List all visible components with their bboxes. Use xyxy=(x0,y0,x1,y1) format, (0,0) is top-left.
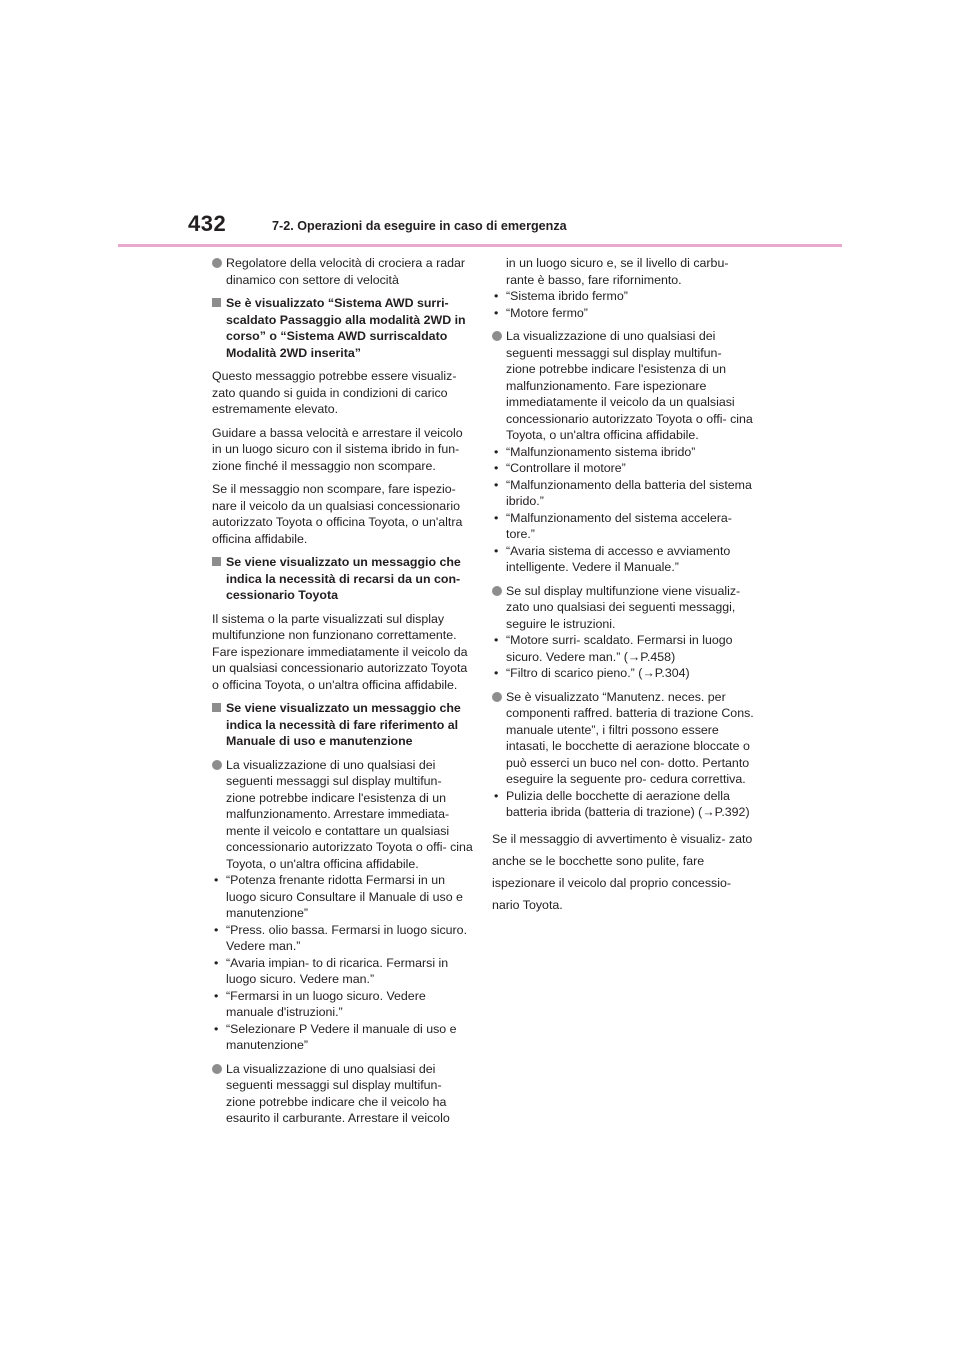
item-text: Se sul display multifunzione viene visualiz- zato uno qualsiasi dei seguenti messaggi, seguire le istruzioni. xyxy=(506,583,741,631)
item-text: “Malfunzionamento della batteria del sistema ibrido.” xyxy=(506,477,752,508)
list-item: • “Malfunzionamento sistema ibrido” xyxy=(494,444,696,459)
list-item xyxy=(212,757,474,873)
message-list xyxy=(492,788,754,821)
item-text: “Filtro di scarico pieno.” (→P.304) xyxy=(506,666,690,680)
list-item: • “Controllare il motore” xyxy=(494,461,626,475)
message-list xyxy=(492,288,754,321)
bullet-dot-icon xyxy=(212,258,222,268)
item-text: “Malfunzionamento sistema ibrido” xyxy=(506,444,696,459)
list-item xyxy=(212,1061,474,1127)
list-item: • “Fermarsi in un luogo sicuro. Vedere manuale d'istruzioni.” xyxy=(214,988,426,1019)
item-text: Se è visualizzato “Manutenz. neces. per componenti raffred. batteria di trazione Cons. manuale utente”, i filtri possono essere intasati, le bocchette di aerazione bloccate o può esserci un buco nel con- dotto. Pertanto eseguire la seguente pro- cedura correttiva. xyxy=(506,689,754,786)
message-list xyxy=(492,632,754,682)
section-heading xyxy=(212,295,474,361)
right-column xyxy=(492,255,754,916)
list-item: • “Potenza frenante ridotta Fermarsi in un luogo sicuro Consultare il Manuale di uso e manutenzione” xyxy=(214,873,463,920)
item-text: “Press. olio bassa. Fermarsi in luogo sicuro. Vedere man.” xyxy=(226,922,468,953)
bullet-dot-icon xyxy=(492,331,502,341)
bullet-square-icon xyxy=(212,703,221,712)
section-title: 7-2. Operazioni da eseguire in caso di emergenza xyxy=(272,219,567,233)
list-item: • “Selezionare P Vedere il manuale di uso e manutenzione” xyxy=(214,1021,457,1052)
item-text: La visualizzazione di uno qualsiasi dei seguenti messaggi sul display multifun- zione potrebbe indicare l'esistenza di un malfunzionamento. Arrestare immediata- mente il veicolo e contattare un qualsiasi concessionario autorizzato Toyota o offi- cina Toyota, o un'altra officina affidabile. xyxy=(226,757,473,871)
bullet-dot-icon xyxy=(492,692,502,702)
item-text: “Sistema ibrido fermo” xyxy=(506,289,628,303)
item-text: “Controllare il motore” xyxy=(506,461,626,475)
list-item: • “Malfunzionamento del sistema accelera- tore.” xyxy=(494,510,732,541)
list-item xyxy=(492,689,754,788)
list-item: • “Motore fermo” xyxy=(494,305,588,320)
paragraph: Il sistema o la parte visualizzati sul display multifunzione non funzionano correttamente. Fare ispezionare immediatamente il veicolo da un qualsiasi concessionario autorizzato Toyota o officina Toyota, o un'altra officina affidabile. xyxy=(212,611,468,692)
item-text: Pulizia delle bocchette di aerazione della batteria ibrida (batteria di trazione) (→P.392) xyxy=(506,788,750,819)
heading-text: Se viene visualizzato un messaggio che indica la necessità di fare riferimento al Manuale di uso e manutenzione xyxy=(226,701,461,748)
list-item xyxy=(212,255,474,288)
paragraph: Guidare a bassa velocità e arrestare il veicolo in un luogo sicuro con il sistema ibrido in fun- zione finché il messaggio non scompare. xyxy=(212,425,463,473)
item-text: “Avaria impian- to di ricarica. Fermarsi in luogo sicuro. Vedere man.” xyxy=(226,955,449,986)
paragraph: Se il messaggio di avvertimento è visualiz- zato anche se le bocchette sono pulite, fare ispezionare il veicolo dal proprio concessio- nario Toyota. xyxy=(492,831,753,912)
item-text: “Avaria sistema di accesso e avviamento intelligente. Vedere il Manuale.” xyxy=(506,543,731,574)
item-text: “Motore fermo” xyxy=(506,305,588,320)
left-column xyxy=(212,255,474,1127)
bullet-dot-icon xyxy=(212,1064,222,1074)
list-item: • Pulizia delle bocchette di aerazione della batteria ibrida (batteria di trazione) (→P.392) xyxy=(494,788,750,819)
heading-text: Se viene visualizzato un messaggio che indica la necessità di recarsi da un con- cessionario Toyota xyxy=(226,555,461,602)
item-text: La visualizzazione di uno qualsiasi dei seguenti messaggi sul display multifun- zione potrebbe indicare che il veicolo ha esaurito il carburante. Arrestare il veicolo xyxy=(226,1061,450,1125)
list-item: • “Sistema ibrido fermo” xyxy=(494,289,628,303)
header-rule xyxy=(118,244,842,247)
heading-text: Se è visualizzato “Sistema AWD surri- scaldato Passaggio alla modalità 2WD in corso” o “Sistema AWD surriscaldato Modalità 2WD inserita” xyxy=(226,296,466,360)
bullet-square-icon xyxy=(212,557,221,566)
list-item: • “Avaria impian- to di ricarica. Fermarsi in luogo sicuro. Vedere man.” xyxy=(214,955,449,986)
item-text: La visualizzazione di uno qualsiasi dei seguenti messaggi sul display multifun- zione potrebbe indicare l'esistenza di un malfunzionamento. Fare ispezionare immediatamente il veicolo da un qualsiasi concessionario autorizzato Toyota o offi- cina Toyota, o un'altra officina affidabile. xyxy=(506,329,753,442)
continued-text: in un luogo sicuro e, se il livello di carbu- rante è basso, fare rifornimento. xyxy=(506,256,729,287)
message-list xyxy=(492,444,754,576)
page-number: 432 xyxy=(188,211,227,236)
item-text: Regolatore della velocità di crociera a radar dinamico con settore di velocità xyxy=(226,256,465,287)
list-item: • “Malfunzionamento della batteria del sistema ibrido.” xyxy=(494,477,752,508)
list-item: • “Avaria sistema di accesso e avviamento intelligente. Vedere il Manuale.” xyxy=(494,543,731,574)
section-heading xyxy=(212,554,474,604)
list-item: • “Filtro di scarico pieno.” (→P.304) xyxy=(494,666,690,680)
section-heading xyxy=(212,700,474,750)
item-text: “Malfunzionamento del sistema accelera- tore.” xyxy=(506,510,732,541)
bullet-dot-icon xyxy=(212,760,222,770)
list-item: • “Motore surri- scaldato. Fermarsi in luogo sicuro. Vedere man.” (→P.458) xyxy=(494,633,733,664)
list-item xyxy=(492,328,754,444)
paragraph: Se il messaggio non scompare, fare ispezio- nare il veicolo da un qualsiasi concessionario autorizzato Toyota o officina Toyota, o un'altra officina affidabile. xyxy=(212,482,463,546)
list-item: • “Press. olio bassa. Fermarsi in luogo sicuro. Vedere man.” xyxy=(214,922,468,953)
message-list xyxy=(212,872,474,1054)
bullet-square-icon xyxy=(212,298,221,307)
item-text: “Fermarsi in un luogo sicuro. Vedere manuale d'istruzioni.” xyxy=(226,988,426,1019)
item-text: “Selezionare P Vedere il manuale di uso e manutenzione” xyxy=(226,1021,457,1052)
paragraph: Questo messaggio potrebbe essere visualiz- zato quando si guida in condizioni di carico estremamente elevato. xyxy=(212,369,457,416)
list-item xyxy=(492,583,754,633)
item-text: “Motore surri- scaldato. Fermarsi in luogo sicuro. Vedere man.” (→P.458) xyxy=(506,633,733,664)
bullet-dot-icon xyxy=(492,586,502,596)
item-text: “Potenza frenante ridotta Fermarsi in un luogo sicuro Consultare il Manuale di uso e manutenzione” xyxy=(226,873,463,920)
